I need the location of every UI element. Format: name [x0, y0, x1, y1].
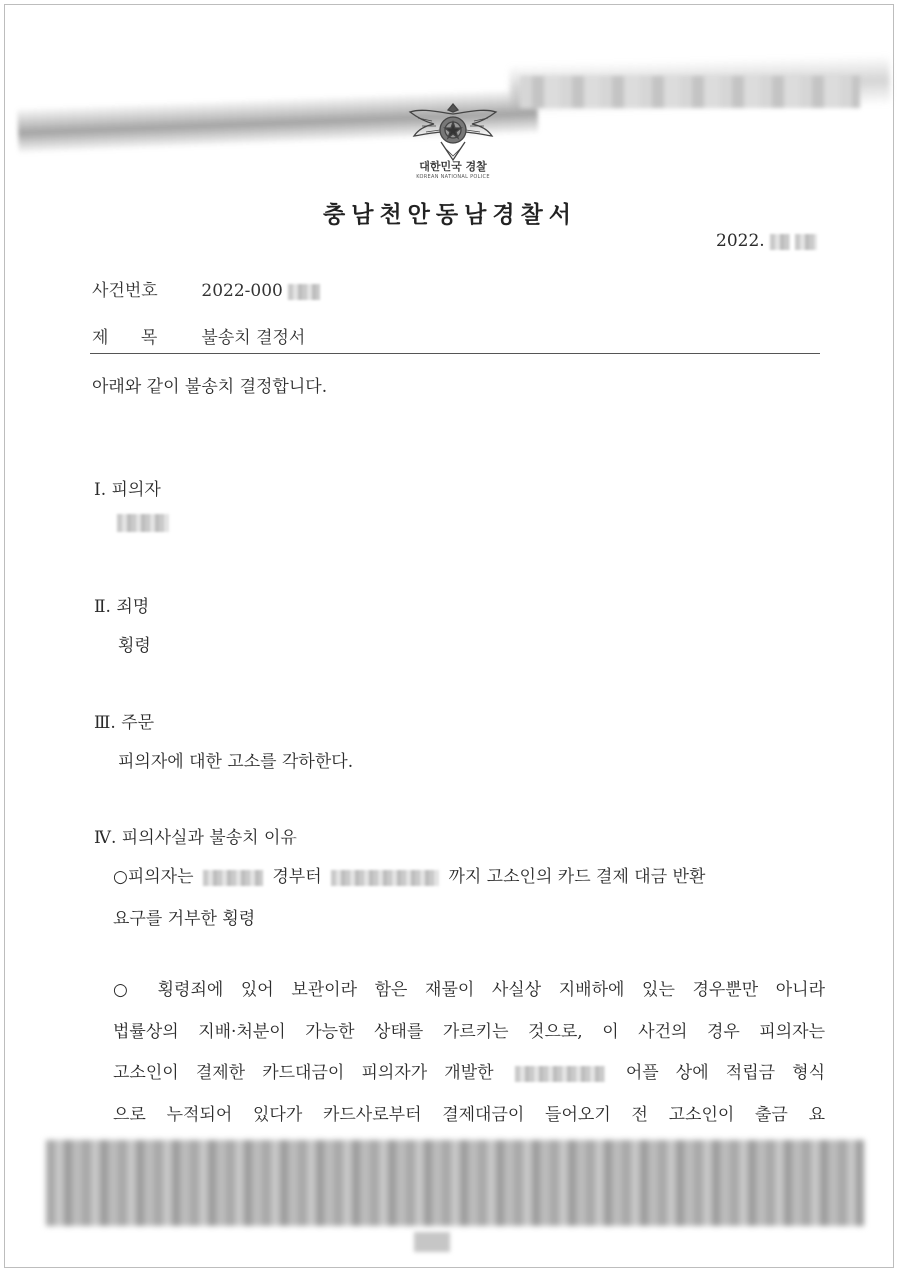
- reason-line-3-a: 고소인이 결제한 카드대금이 피의자가 개발한: [113, 1063, 494, 1083]
- emblem-name-ko: 대한민국 경찰: [419, 160, 487, 173]
- redacted-header-strip: [520, 76, 860, 108]
- reason-line-2: 법률상의 지배·처분이 가능한 상태를 가르키는 것으로, 이 사건의 경우 피의자는: [113, 1021, 825, 1042]
- charge-value: 횡령: [118, 636, 151, 656]
- facts-line-1-c: 까지 고소인의 카드 결제 대금 반환: [448, 867, 706, 887]
- title-row: [92, 323, 305, 348]
- header-divider: [90, 353, 820, 354]
- document-date: [716, 231, 817, 251]
- redacted-end-date: [331, 870, 439, 886]
- redacted-case-suffix: [288, 284, 320, 300]
- emblem-caption: [395, 158, 511, 180]
- redacted-month: [770, 234, 790, 250]
- reason-line-1: ○ 횡령죄에 있어 보관이라 함은 재물이 사실상 지배하에 있는 경우뿐만 아니라: [113, 980, 825, 1000]
- redacted-page-number: [414, 1232, 450, 1252]
- facts-line-1-b: 경부터: [272, 867, 322, 887]
- intro-text: 아래와 같이 불송치 결정합니다.: [92, 377, 328, 397]
- reason-line-3-b: 어플 상에 적립금 형식: [625, 1063, 826, 1083]
- redacted-start-date: [203, 870, 263, 886]
- facts-line-1-a: ○피의자는: [113, 867, 194, 887]
- title-label: 제 목: [92, 328, 158, 348]
- redacted-footer: [46, 1140, 864, 1226]
- title-value: 불송치 결정서: [201, 328, 306, 348]
- facts-line-2: 요구를 거부한 횡령: [113, 909, 256, 929]
- emblem-name-en: KOREAN NATIONAL POLICE: [416, 174, 490, 180]
- case-number-value: 2022-000: [201, 281, 283, 301]
- redacted-suspect-name: [117, 514, 169, 532]
- section-facts-heading: Ⅳ. 피의사실과 불송치 이유: [94, 828, 297, 848]
- reason-paragraph: [113, 970, 825, 1136]
- reason-line-4: 으로 누적되어 있다가 카드사로부터 결제대금이 들어오기 전 고소인이 출금 요: [113, 1104, 825, 1125]
- redacted-app-name: [515, 1066, 605, 1082]
- case-number-label: 사건번호: [92, 281, 158, 301]
- section-order-heading: Ⅲ. 주문: [94, 713, 155, 733]
- agency-title: 충남천안동남경찰서: [323, 201, 577, 228]
- facts-line-1: [113, 862, 705, 887]
- section-suspect-heading: Ⅰ. 피의자: [94, 480, 161, 500]
- reason-line-3: [113, 1053, 825, 1095]
- redacted-day: [795, 234, 817, 250]
- section-charge-heading: Ⅱ. 죄명: [94, 597, 150, 617]
- order-value: 피의자에 대한 고소를 각하한다.: [118, 752, 354, 772]
- case-number-row: [92, 276, 320, 301]
- date-text: 2022.: [716, 231, 765, 251]
